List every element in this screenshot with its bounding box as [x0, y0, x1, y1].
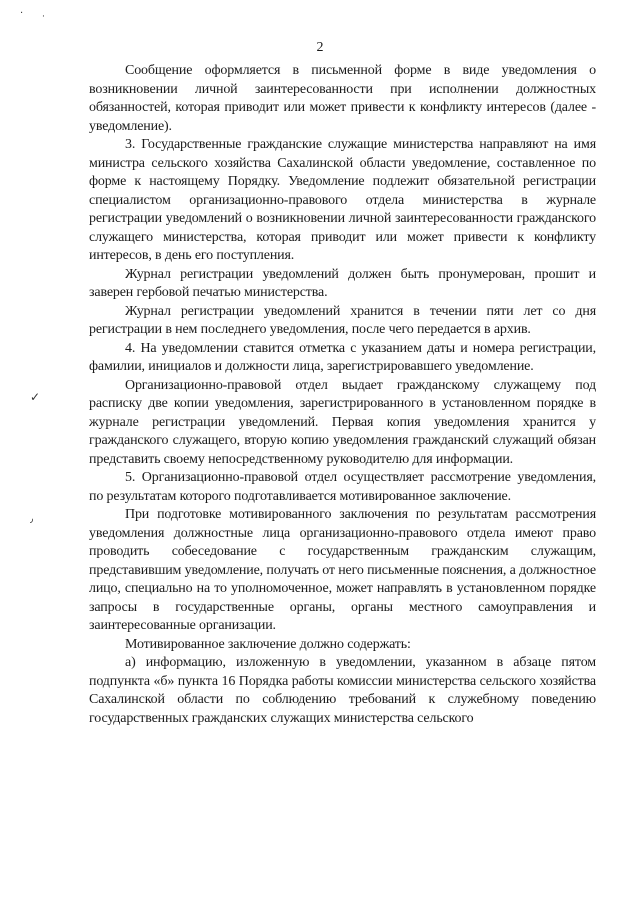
paragraph: Организационно-правовой отдел выдает гражданскому служащему под расписку две копии уведомления, зарегистрированного в установленном порядке в журнале регистрации уведомлений. Первая копия уведомления хранится у гражданского служащего, вторую копию уведомления гражданский служащий обязан представить своему непосредственному руководителю для информации.: [89, 377, 596, 467]
scan-artifact: ·: [20, 8, 24, 19]
paragraph: Мотивированное заключение должно содержать:: [125, 636, 411, 652]
paragraph: Журнал регистрации уведомлений хранится в течении пяти лет со дня регистрации в нем последнего уведомления, после чего передается в архив.: [89, 303, 596, 337]
scan-artifact: ·: [42, 12, 45, 22]
scan-artifact: ✓: [30, 390, 41, 404]
paragraph: 5. Организационно-правовой отдел осуществляет рассмотрение уведомления, по результатам которого подготавливается мотивированное заключение.: [89, 470, 596, 504]
paragraph: 3. Государственные гражданские служащие министерства направляют на имя министра сельского хозяйства Сахалинской области уведомление, составленное по форме к настоящему Порядку. Уведомление подлежит обязательной регистрации специалистом организационно-правового отдела министерства в журнале регистрации уведомлений о возникновении личной заинтересованности гражданского служащего министерства, которая приводит или может привести к конфликту интересов, в день его поступления.: [89, 137, 596, 263]
paragraph: Журнал регистрации уведомлений должен быть пронумерован, прошит и заверен гербовой печатью министерства.: [89, 266, 596, 300]
paragraph: 4. На уведомлении ставится отметка с указанием даты и номера регистрации, фамилии, инициалов и должности лица, зарегистрировавшего уведомление.: [89, 340, 596, 374]
paragraph: При подготовке мотивированного заключения по результатам рассмотрения уведомления должностные лица организационно-правового отдела имеют право проводить собеседование с государственным гражданским служащим, представившим уведомление, получать от него письменные пояснения, а должностное лицо, специально на то уполномоченное, может направлять в установленном порядке запросы в государственные органы, органы местного самоуправления и заинтересованные организации.: [89, 507, 596, 633]
paragraph: а) информацию, изложенную в уведомлении, указанном в абзаце пятом подпункта «б» пункта 16 Порядка работы комиссии министерства сельского хозяйства Сахалинской области по соблюдению требований к служебному поведению государственных гражданских служащих министерства сельского: [89, 655, 596, 726]
document-body: [89, 62, 596, 728]
paragraph: Сообщение оформляется в письменной форме в виде уведомления о возникновении личной заинтересованности при исполнении должностных обязанностей, которая приводит или может привести к конфликту интересов (далее - уведомление).: [89, 63, 596, 134]
page-number: 2: [316, 40, 324, 55]
scan-artifact: ٫: [30, 514, 34, 525]
